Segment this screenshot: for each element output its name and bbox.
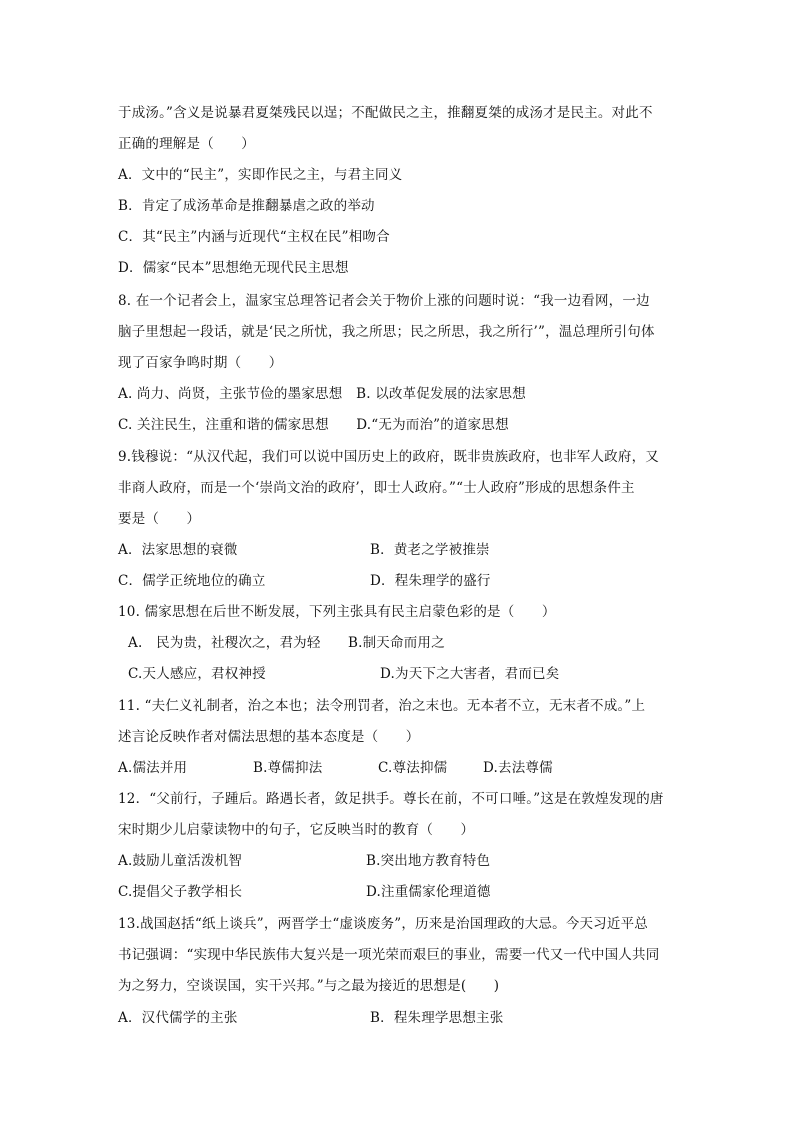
q9-option-b: B．黄老之学被推崇 — [370, 542, 490, 558]
q11-stem-line-2: 述言论反映作者对儒法思想的基本态度是（ ） — [118, 729, 420, 745]
q10-options-row-2 — [128, 665, 560, 683]
q12-stem-line-1: 12．“父前行，子踵后。路遇长者，敛足拱手。尊长在前，不可口唾。”这是在敦煌发现的唐 — [118, 791, 664, 807]
q9-option-d: D．程朱理学的盛行 — [370, 573, 491, 589]
q11-option-a: A.儒法并用 — [118, 760, 188, 776]
q11-option-b: B.尊儒抑法 — [253, 760, 323, 776]
q12-option-d: D.注重儒家伦理道德 — [366, 884, 491, 900]
q12-options-row-2 — [118, 883, 491, 901]
q13-stem-line-1: 13.战国赵括“纸上谈兵”，两晋学士“虚谈废务”，历来是治国理政的大忌。今天习近平总 — [118, 916, 648, 932]
q8-stem-line-2: 脑子里想起一段话，就是‘民之所忧，我之所思；民之所思，我之所行’”，温总理所引句体 — [118, 324, 655, 340]
q12-stem-line-2: 宋时期少儿启蒙读物中的句子，它反映当时的教育（ ） — [118, 822, 475, 838]
q11-option-d: D.去法尊儒 — [483, 760, 553, 776]
q12-options-row-1 — [118, 852, 491, 870]
q9-option-c: C．儒学正统地位的确立 — [118, 573, 266, 589]
q7-option-d: D．儒家“民本”思想绝无现代民主思想 — [118, 260, 349, 276]
q12-option-b: B.突出地方教育特色 — [366, 853, 491, 869]
q8-options-ab: A. 尚力、尚贤，主张节俭的墨家思想 B. 以改革促发展的法家思想 — [118, 386, 526, 402]
q10-option-c: C.天人感应，君权神授 — [128, 666, 266, 682]
q9-stem-line-3: 要是（ ） — [118, 511, 201, 527]
q7-stem-line-2: 正确的理解是（ ） — [118, 136, 255, 152]
q9-stem-line-1: 9.钱穆说：“从汉代起，我们可以说中国历史上的政府，既非贵族政府，也非军人政府，又 — [118, 449, 659, 465]
q13-stem-line-3: 为之努力，空谈误国，实干兴邦。”与之最为接近的思想是( ) — [118, 978, 500, 994]
q13-options-row-1 — [118, 1009, 504, 1027]
q13-option-a: A．汉代儒学的主张 — [118, 1010, 238, 1026]
q13-stem-line-2: 书记强调：“实现中华民族伟大复兴是一项光荣而艰巨的事业，需要一代又一代中国人共同 — [118, 947, 660, 963]
q9-options-row-2 — [118, 572, 491, 590]
q11-options — [118, 759, 553, 777]
q12-option-c: C.提倡父子教学相长 — [118, 884, 243, 900]
q8-stem-line-3: 现了百家争鸣时期（ ） — [118, 355, 283, 371]
q12-option-a: A.鼓励儿童活泼机智 — [118, 853, 243, 869]
q7-option-b: B．肯定了成汤革命是推翻暴虐之政的举动 — [118, 198, 375, 214]
q9-stem-line-2: 非商人政府，而是一个‘崇尚文治的政府’，即士人政府。”“士人政府”形成的思想条件主 — [118, 480, 635, 496]
q8-stem-line-1: 8. 在一个记者会上，温家宝总理答记者会关于物价上涨的问题时说：“我一边看网，一边 — [118, 293, 650, 309]
q10-option-a: A. 民为贵，社稷次之，君为轻 — [128, 635, 321, 651]
q11-stem-line-1: 11. “夫仁义礼制者，治之本也；法令刑罚者，治之末也。无本者不立，无末者不成。”上 — [118, 698, 646, 714]
q7-stem-line-1: 于成汤。”含义是说暴君夏桀残民以逞；不配做民之主，推翻夏桀的成汤才是民主。对此不 — [118, 105, 653, 121]
q7-option-a: A．文中的“民主”，实即作民之主，与君主同义 — [118, 167, 403, 183]
q10-stem: 10. 儒家思想在后世不断发展，下列主张具有民主启蒙色彩的是（ ） — [118, 604, 556, 620]
q11-option-c: C.尊法抑儒 — [378, 760, 448, 776]
q9-option-a: A．法家思想的衰微 — [118, 542, 238, 558]
q7-option-c: C．其“民主”内涵与近现代“主权在民”相吻合 — [118, 229, 390, 245]
q13-option-b: B．程朱理学思想主张 — [370, 1010, 504, 1026]
q10-option-d: D.为天下之大害者，君而已矣 — [380, 666, 560, 682]
q8-options-cd: C. 关注民生，注重和谐的儒家思想 D.“无为而治”的道家思想 — [118, 417, 509, 433]
q10-options-row-1 — [128, 634, 445, 652]
q10-option-b: B.制天命而用之 — [348, 635, 445, 651]
q9-options-row-1 — [118, 541, 490, 559]
